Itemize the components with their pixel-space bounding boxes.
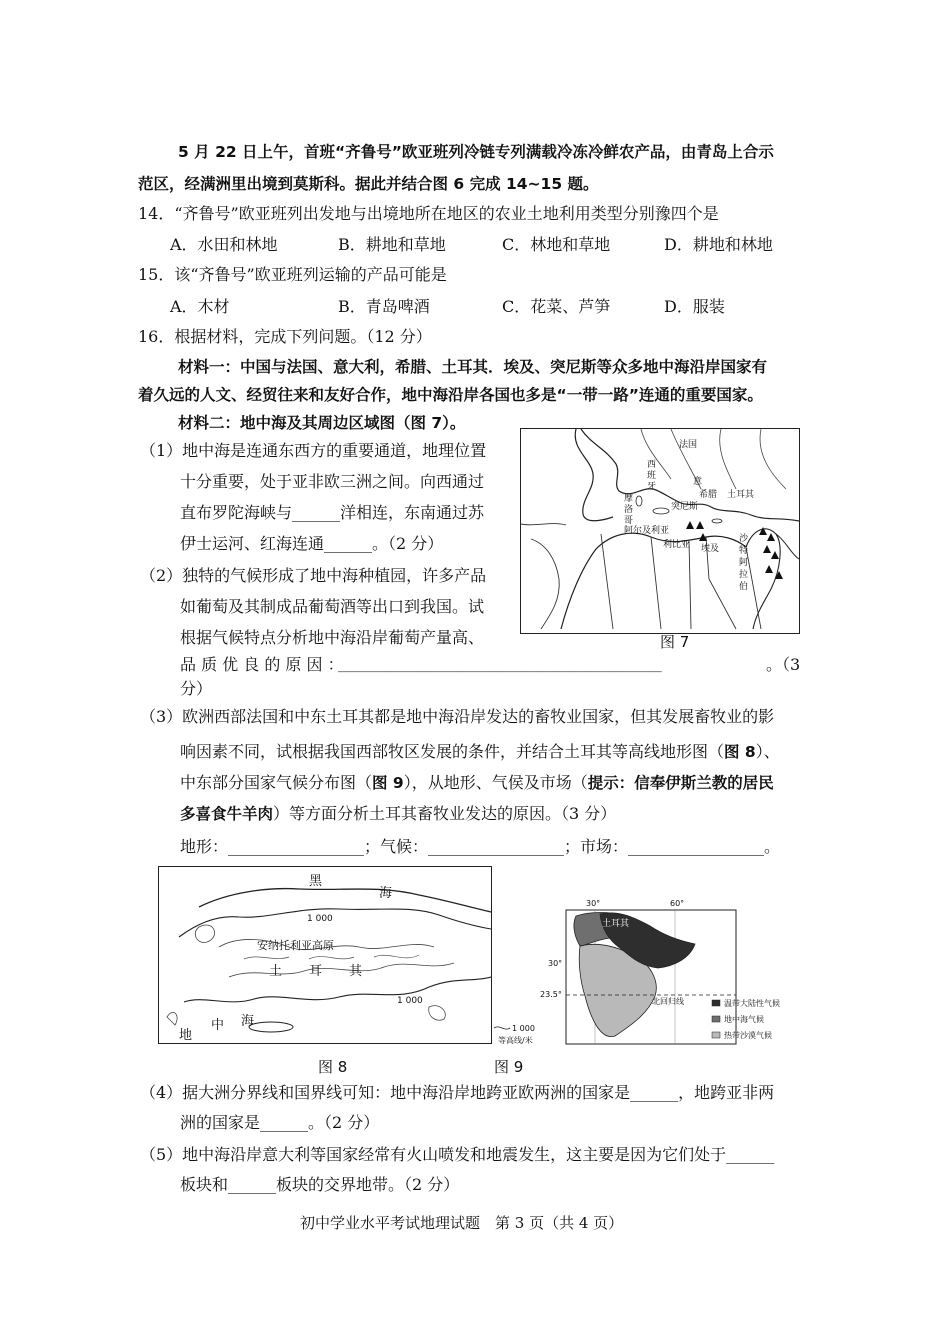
sub-question-5-line-2: 板块和______板块的交界地带。（2 分） xyxy=(180,1175,460,1194)
label-france: 法国 xyxy=(679,440,698,450)
sub-question-2-line-5: 分） xyxy=(180,679,213,698)
label-tunisia: 突尼斯 xyxy=(671,502,699,512)
question-14-option-c: C．林地和草地 xyxy=(502,235,611,254)
sub-question-1-line-2: 十分重要，处于亚非欧三洲之间。向西通过 xyxy=(180,472,485,491)
label-greece: 希腊 xyxy=(699,490,718,500)
sub-question-2-line-1: （2）独特的气候形成了地中海种植园，许多产品 xyxy=(140,566,487,585)
figure-8-map xyxy=(158,866,492,1044)
label-turkey: 土耳其 xyxy=(602,919,630,929)
question-15-option-d: D．服装 xyxy=(664,297,725,316)
label-spain-2: 班 xyxy=(647,471,657,481)
sub-question-3-line-3: 中东部分国家气候分布图（图 9），从地形、气侯及市场（提示：信奉伊斯兰教的居民 xyxy=(180,773,774,792)
label-turkey: 土耳其 xyxy=(727,490,755,500)
question-16-stem: 16．根据材料，完成下列问题。（12 分） xyxy=(138,327,432,346)
figure-7-map xyxy=(520,428,800,634)
hint-text: 提示：信奉伊斯兰教的居民 xyxy=(587,774,774,792)
label-turkey-3: 其 xyxy=(349,964,363,979)
sub-question-1-line-4: 伊士运河、红海连通______。（2 分） xyxy=(180,534,444,553)
label-lon-30: 30° xyxy=(586,899,601,908)
label-med-sea-2: 中 xyxy=(211,1018,225,1033)
sub-question-5-line-1: （5）地中海沿岸意大利等国家经常有火山喷发和地震发生，这主要是因为它们处于______ xyxy=(140,1145,775,1164)
label-contour-1000-2: 1 000 xyxy=(397,996,423,1006)
mediterranean-region-map xyxy=(521,429,799,633)
question-15-stem: 15．该“齐鲁号”欧亚班列运输的产品可能是 xyxy=(138,265,447,284)
question-14-option-d: D．耕地和林地 xyxy=(664,235,773,254)
sub-question-1-line-3: 直布罗陀海峡与______洋相连，东南通过苏 xyxy=(180,503,485,522)
label-anatolian-plateau: 安纳托利亚高原 xyxy=(257,939,334,952)
figure-9-map xyxy=(540,896,790,1046)
label-saudi-3: 阿 xyxy=(739,558,749,568)
turkey-contour-map xyxy=(159,867,491,1043)
label-egypt: 埃及 xyxy=(701,544,720,554)
label-italy: 意 xyxy=(693,477,703,487)
material-1-line-2: 着久远的人文、经贸往来和友好合作，地中海沿岸各国也多是“一带一路”连通的重要国家。 xyxy=(138,386,763,404)
legend-desert: 热带沙漠气候 xyxy=(724,1031,772,1040)
figure-8-ref: 图 8 xyxy=(724,743,756,761)
hint-text-end: 多喜食牛羊肉 xyxy=(180,805,274,823)
label-morocco-2: 洛 xyxy=(624,505,634,515)
label-morocco-1: 摩 xyxy=(624,494,634,504)
legend-mediterranean: 地中海气候 xyxy=(724,1015,764,1024)
question-14-option-a: A．水田和林地 xyxy=(170,235,278,254)
label-spain-1: 西 xyxy=(647,460,657,470)
sub-question-2-line-4: 品 质 优 良 的 原 因 ： xyxy=(180,655,344,674)
question-15-option-c: C．花菜、芦笋 xyxy=(502,297,611,316)
sub-question-3-line-2: 响因素不同，试根据我国西部牧区发展的条件，并结合土耳其等高线地形图（图 8）、 xyxy=(180,742,780,761)
label-turkey-1: 土 xyxy=(269,964,283,979)
label-black-sea-1: 黑 xyxy=(309,874,323,889)
figure-8-caption: 图 8 xyxy=(318,1058,348,1076)
label-saudi-2: 特 xyxy=(739,546,749,556)
legend-contour-value: 1 000 xyxy=(512,1024,535,1033)
figure-7-caption: 图 7 xyxy=(660,633,690,651)
label-lat-23-5: 23.5° xyxy=(540,990,562,999)
legend-contour-unit: 等高线/米 xyxy=(498,1036,533,1045)
sub-question-2-line-4-end: 。（3 xyxy=(766,655,801,674)
legend-continental: 温带大陆性气候 xyxy=(724,999,780,1008)
figure-9-ref: 图 9 xyxy=(372,774,404,792)
question-15-option-b: B．青岛啤酒 xyxy=(338,297,430,316)
sub-question-3-line-4: 多喜食牛羊肉）等方面分析土耳其畜牧业发达的原因。（3 分） xyxy=(180,804,617,823)
material-1-line-1: 材料一：中国与法国、意大利，希腊、土耳其．埃及、突尼斯等众多地中海沿岸国家有 xyxy=(178,358,768,376)
sub-question-2-line-2: 如葡萄及其制成品葡萄酒等出口到我国。试 xyxy=(180,597,485,616)
page-footer: 初中学业水平考试地理试题 第 3 页（共 4 页） xyxy=(300,1214,624,1232)
label-turkey-2: 耳 xyxy=(309,964,323,979)
label-lon-60: 60° xyxy=(670,899,685,908)
label-med-sea-1: 地 xyxy=(179,1028,193,1043)
label-saudi-1: 沙 xyxy=(739,534,749,544)
label-libya: 利比亚 xyxy=(663,540,691,550)
label-morocco-3: 哥 xyxy=(624,516,634,526)
figure-8-legend xyxy=(492,1022,540,1046)
sub-question-1-line-1: （1）地中海是连通东西方的重要通道，地理位置 xyxy=(140,441,487,460)
sub-question-2-line-3: 根据气候特点分析地中海沿岸葡萄产量高、 xyxy=(180,628,485,647)
intro-line-1: 5 月 22 日上午，首班“齐鲁号”欧亚班列冷链专列满载冷冻冷鲜农产品，由青岛上合示 xyxy=(178,143,774,161)
sub-question-3-line-1: （3）欧洲西部法国和中东土耳其都是地中海沿岸发达的畜牧业国家，但其发展畜牧业的影 xyxy=(140,707,775,726)
middle-east-climate-map xyxy=(540,896,790,1046)
label-algeria: 阿尔及利亚 xyxy=(624,526,670,536)
label-med-sea-3: 海 xyxy=(241,1014,255,1029)
answer-blank: _________________________________________________ xyxy=(338,657,662,673)
figure-9-caption: 图 9 xyxy=(494,1058,524,1076)
label-black-sea-2: 海 xyxy=(379,886,393,901)
material-2: 材料二：地中海及其周边区域图（图 7）。 xyxy=(178,414,466,432)
sub-question-3-answer-line: 地形：_________________；气候：_________________；市场：_________________。 xyxy=(180,837,781,856)
label-saudi-5: 伯 xyxy=(739,582,749,592)
label-tropic-of-cancer: 北回归线 xyxy=(652,997,684,1006)
sub-question-4-line-1: （4）据大洲分界线和国界线可知：地中海沿岸地跨亚欧两洲的国家是______，地跨亚非两 xyxy=(140,1083,775,1102)
question-15-option-a: A．木材 xyxy=(170,297,230,316)
question-14-stem: 14．“齐鲁号”欧亚班列出发地与出境地所在地区的农业土地利用类型分别豫四个是 xyxy=(138,204,719,223)
label-spain-3: 牙 xyxy=(647,482,657,492)
intro-line-2: 范区，经满洲里出境到莫斯科。据此并结合图 6 完成 14~15 题。 xyxy=(138,175,599,193)
sub-question-4-line-2: 洲的国家是______。（2 分） xyxy=(180,1113,380,1132)
label-saudi-4: 拉 xyxy=(739,570,749,580)
label-lat-30: 30° xyxy=(548,959,563,968)
question-14-option-b: B．耕地和草地 xyxy=(338,235,446,254)
label-contour-1000: 1 000 xyxy=(307,914,333,924)
